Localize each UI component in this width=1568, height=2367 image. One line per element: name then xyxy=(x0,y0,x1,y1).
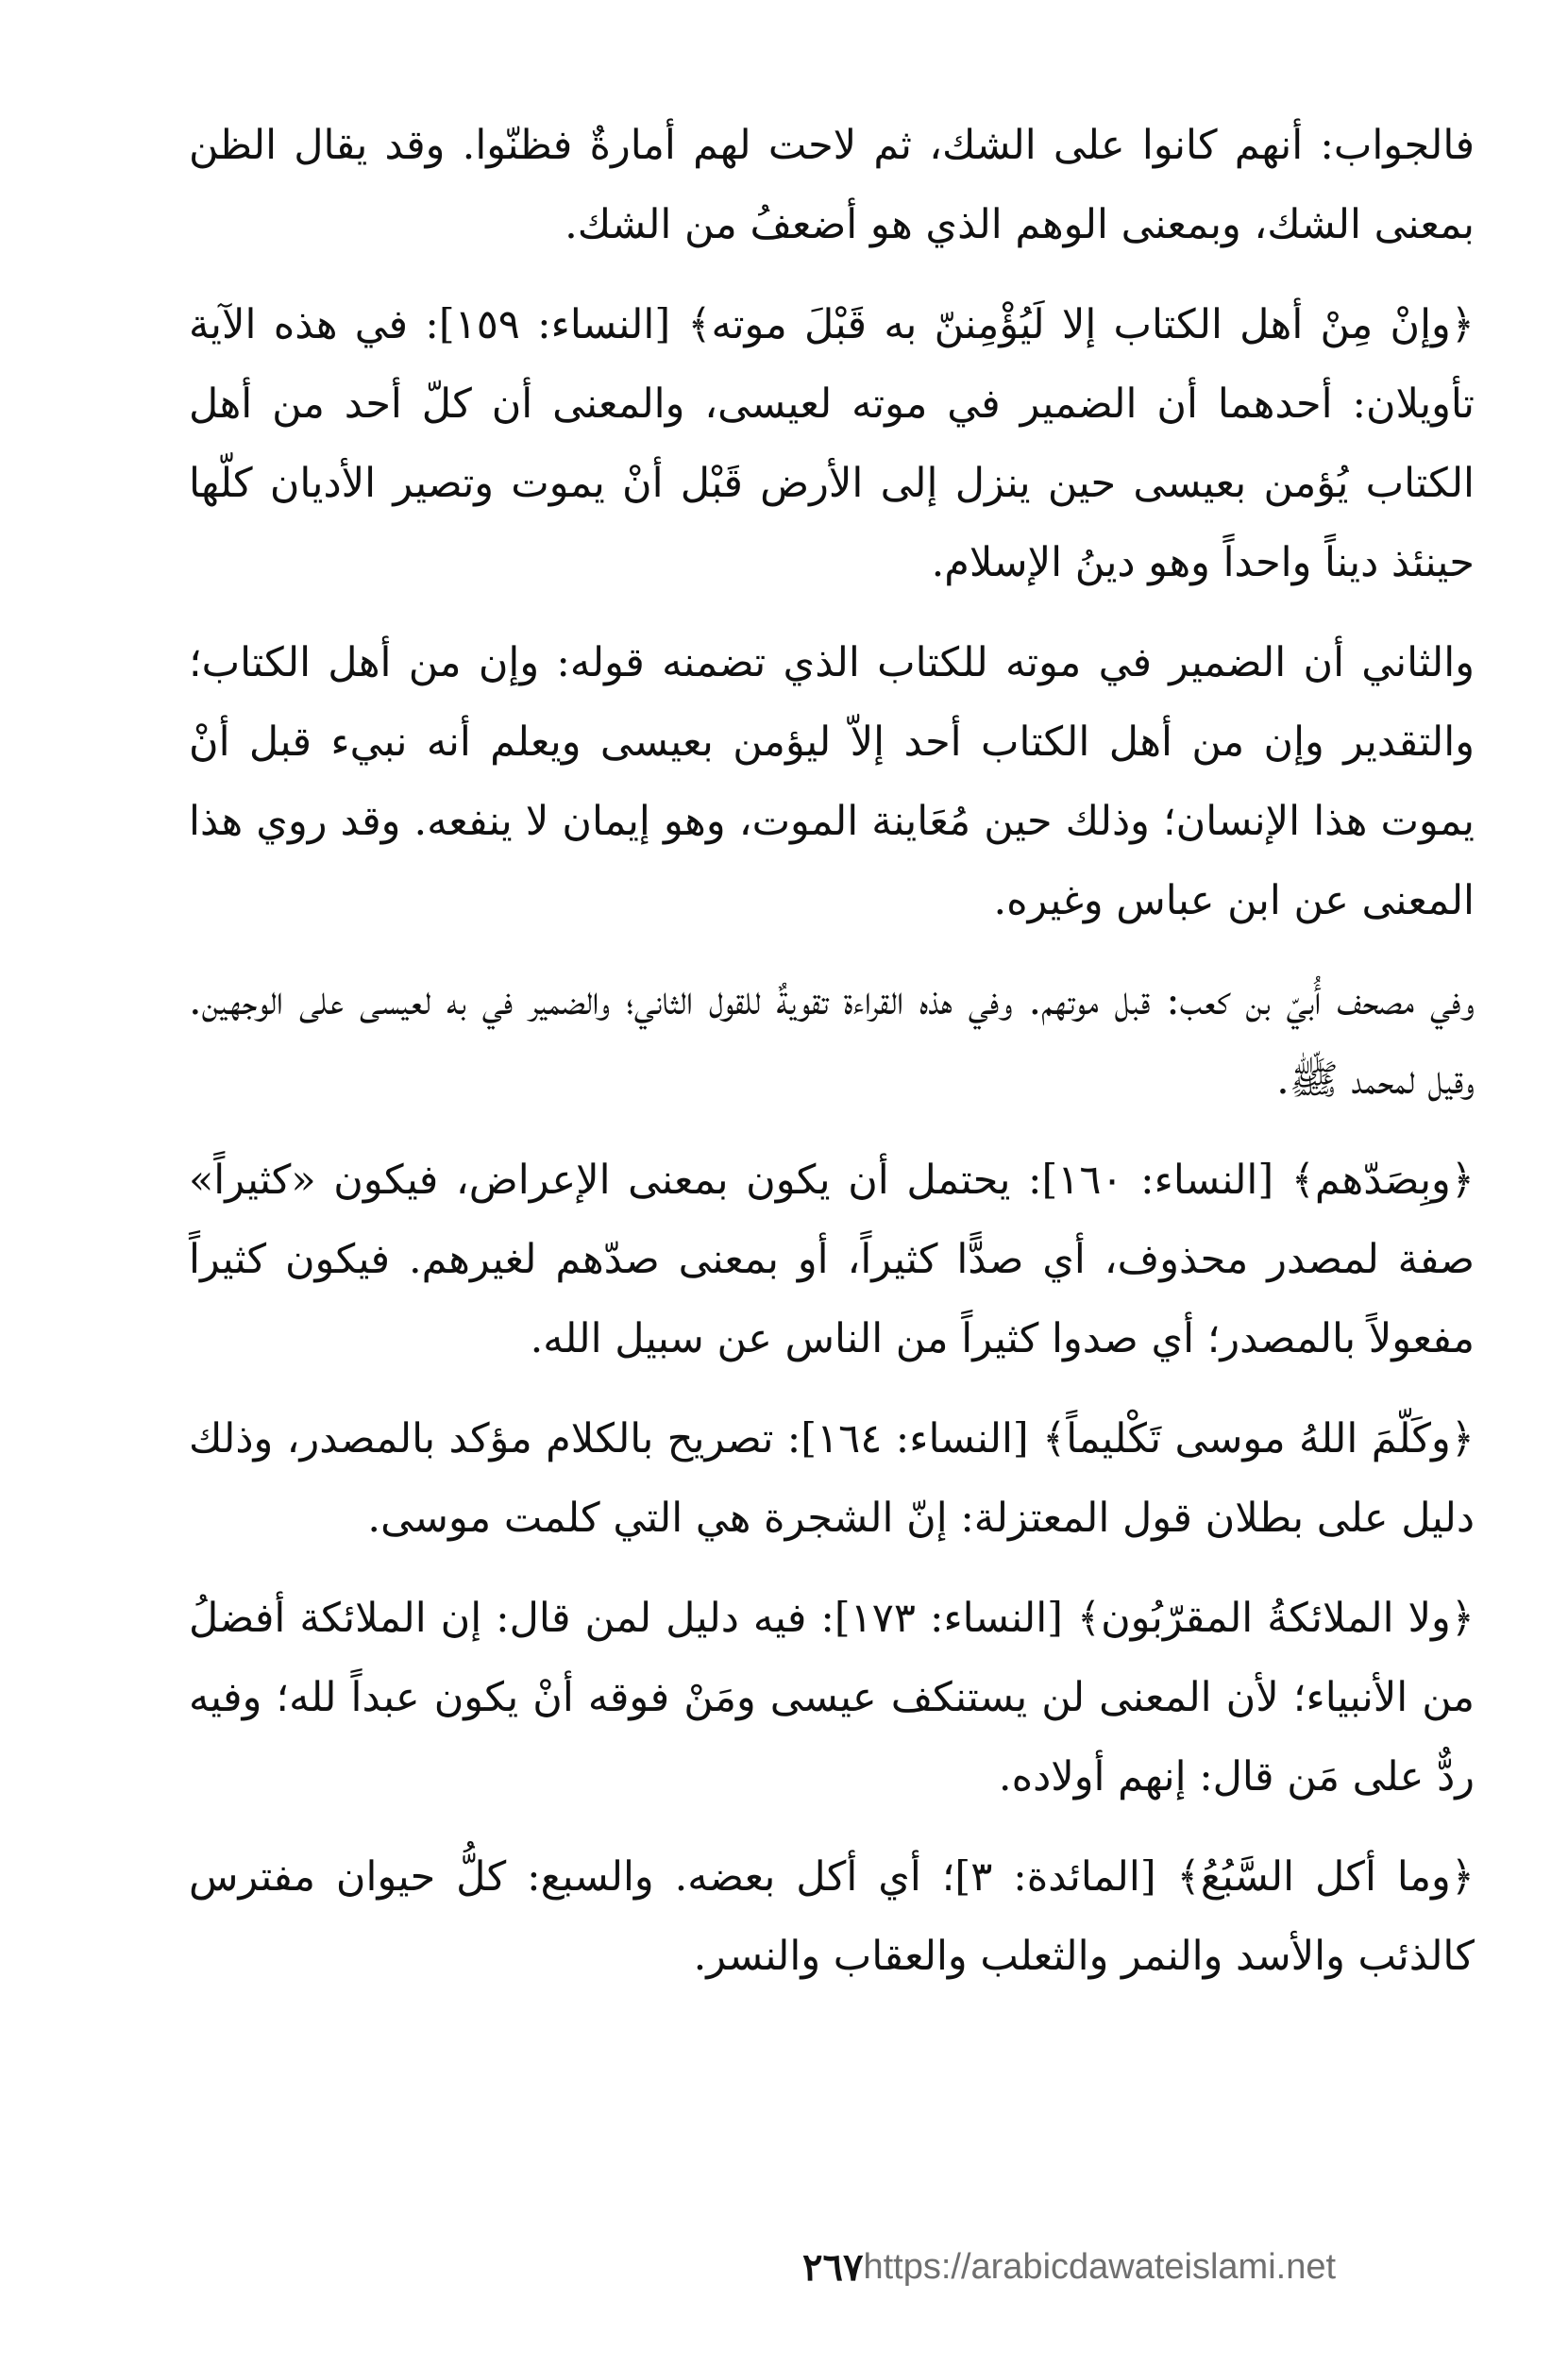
paragraph-nisa-173: ﴿ولا الملائكةُ المقرّبُون﴾ [النساء: ١٧٣]: فيه دليل لمن قال: إن الملائكة أفضلُ من الأنبياء؛ لأن المعنى لن يستنكف عيسى ومَنْ فوقه أنْ يكون عبداً لله؛ وفيه ردٌّ على مَن قال: إنهم أولاده. xyxy=(189,1595,1475,1801)
paragraph-nisa-159: ﴿وإنْ مِنْ أهل الكتاب إلا لَيُؤْمِننّ به قَبْلَ موته﴾ [النساء: ١٥٩]: في هذه الآية تأويلان: أحدهما أن الضمير في موته لعيسى، والمعنى أن كلّ أحد من أهل الكتاب يُؤمن بعيسى حين ينزل إلى الأرض قَبْل أنْ يموت وتصير الأديان كلّها حينئذ ديناً واحداً وهو دينُ الإسلام. xyxy=(189,301,1475,586)
page-number: ٢٦٧ xyxy=(802,2245,864,2290)
paragraph-second-interpretation: والثاني أن الضمير في موته للكتاب الذي تضمنه قوله: وإن من أهل الكتاب؛ والتقدير وإن من أهل الكتاب أحد إلاّ ليؤمن بعيسى ويعلم أنه نبيء قبل أنْ يموت هذا الإنسان؛ وذلك حين مُعَاينة الموت، وهو إيمان لا ينفعه. وقد روي هذا المعنى عن ابن عباس وغيره. xyxy=(189,639,1475,924)
website-watermark: https://arabicdawateislami.net xyxy=(863,2247,1337,2287)
paragraph-nisa-164: ﴿وكَلّمَ اللهُ موسى تَكْليماً﴾ [النساء: ١٦٤]: تصريح بالكلام مؤكد بالمصدر، وذلك دليل على بطلان قول المعتزلة: إنّ الشجرة هي التي كلمت موسى. xyxy=(189,1415,1475,1542)
paragraph-nisa-160: ﴿وبِصَدّهم﴾ [النساء: ١٦٠]: يحتمل أن يكون بمعنى الإعراض، فيكون «كثيراً» صفة لمصدر محذوف، أي صدًّا كثيراً، أو بمعنى صدّهم لغيرهم. فيكون كثيراً مفعولاً بالمصدر؛ أي صدوا كثيراً من الناس عن سبيل الله. xyxy=(189,1157,1475,1362)
paragraph-ubayy-reading: وفي مصحف أُبيّ بن كعب: قبل موتهم. وفي هذه القراءة تقويةٌ للقول الثاني؛ والضمير في به لعيسى على الوجهين. وقيل لمحمد ﷺ. xyxy=(189,977,1475,1104)
paragraph-maidah-3: ﴿وما أكل السَّبُعُ﴾ [المائدة: ٣]؛ أي أكل بعضه. والسبع: كلُّ حيوان مفترس كالذئب والأسد والنمر والثعلب والعقاب والنسر. xyxy=(189,1853,1475,1980)
page-footer xyxy=(802,2245,1416,2302)
page-body xyxy=(189,106,1475,2017)
paragraph-answer: فالجواب: أنهم كانوا على الشك، ثم لاحت لهم أمارةٌ فظنّوا. وقد يقال الظن بمعنى الشك، وبمعنى الوهم الذي هو أضعفُ من الشك. xyxy=(189,122,1475,248)
